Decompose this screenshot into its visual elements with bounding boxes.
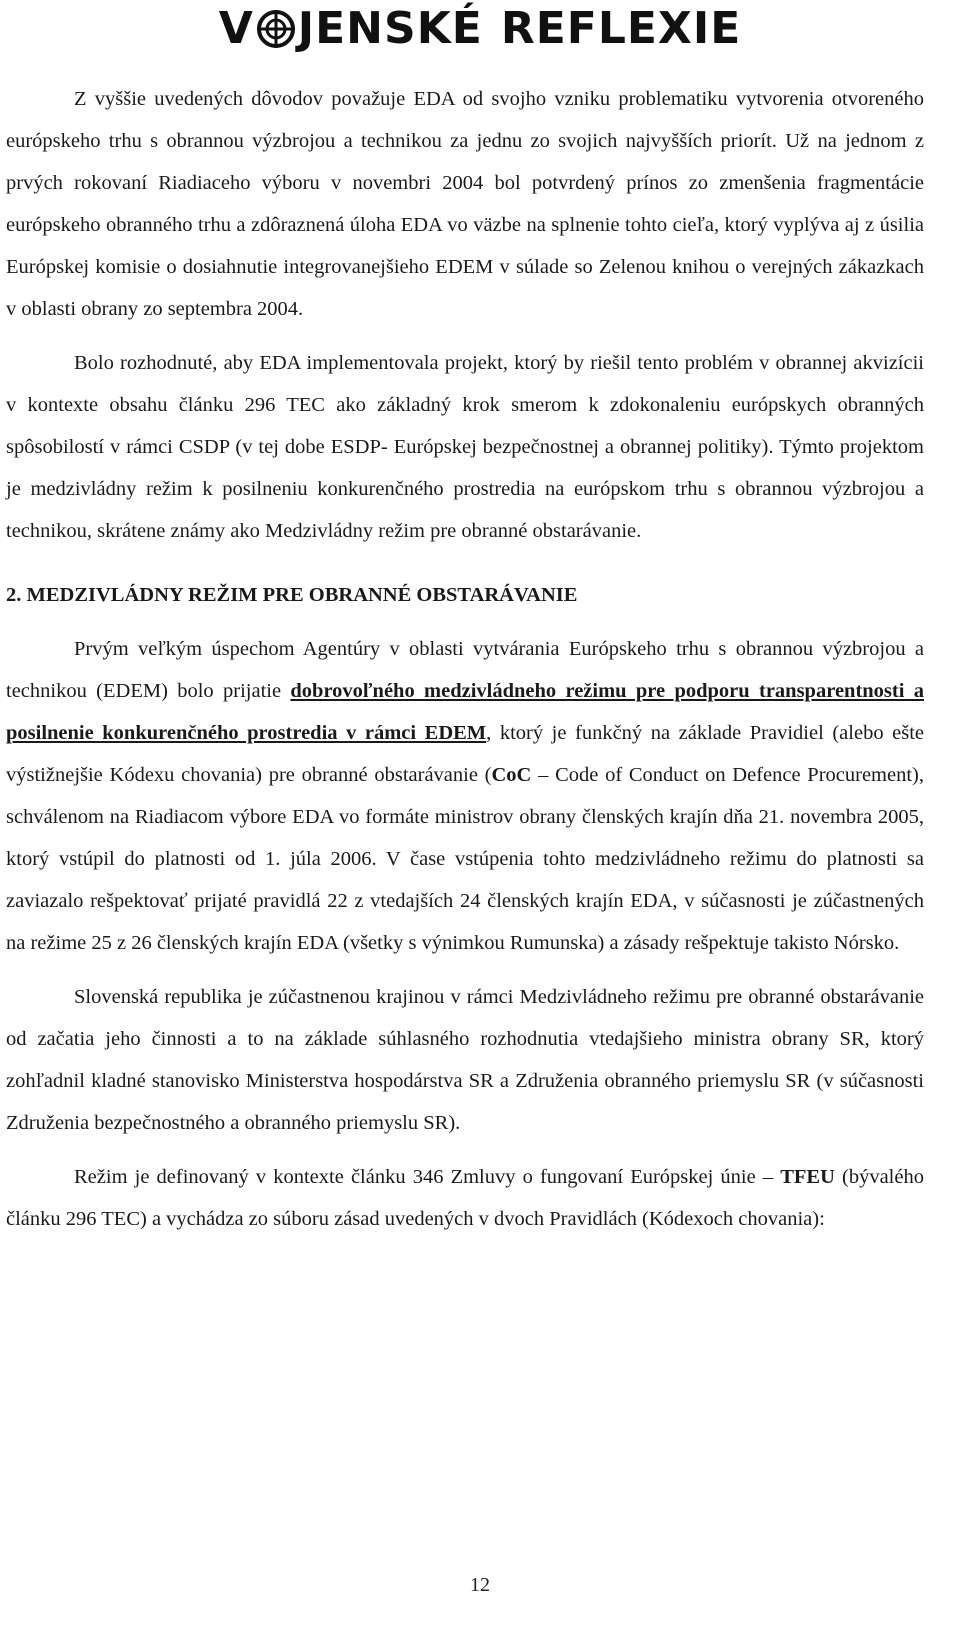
text-run: Prvým veľkým úspechom Agentúry v oblasti vytvárania Európskeho trhu s obrannou výzbrojou a technikou (EDEM) bolo prijatie [6,638,924,702]
paragraph-slovak-republic: Slovenská republika je zúčastnenou krajinou v rámci Medzivládneho režimu pre obranné obstarávanie od začatia jeho činnosti a to na základe súhlasného rozhodnutia vtedajšieho ministra obrany SR, ktorý zohľadnil kladné stanovisko Ministerstva hospodárstva SR a Združenia obranného priemyslu SR (v súčasnosti Združenia bezpečnostného a obranného priemyslu SR). [6,986,924,1134]
coc-abbreviation: CoC [491,764,532,786]
journal-logo [219,4,742,54]
paragraph-first-success [6,628,924,964]
text-run: – Code of Conduct on Defence Procurement), schválenom na Riadiacom výbore EDA vo formáte ministrov obrany členských krajín dňa 21. novembra 2005, ktorý vstúpil do platnosti od 1. júla 2006. V čase vstúpenia tohto medzivládneho režimu do platnosti sa zaviazalo rešpektovať prijaté pravidlá 22 z vtedajších 24 členských krajín EDA, v súčasnosti je zúčastnených na režime 25 z 26 členských krajín EDA (všetky s výnimkou Rumunska) a zásady rešpektuje takisto Nórsko. [6,764,924,954]
paragraph-project-decision: Bolo rozhodnuté, aby EDA implementovala projekt, ktorý by riešil tento problém v obrannej akvizícii v kontexte obsahu článku 296 TEC ako základný krok smerom k zdokonaleniu európskych obranných spôsobilostí v rámci CSDP (v tej dobe ESDP- Európskej bezpečnostnej a obrannej politiky). Týmto projektom je medzivládny režim k posilneniu konkurenčného prostredia na európskom trhu s obrannou výzbrojou a technikou, skrátene známy ako Medzivládny režim pre obranné obstarávanie. [6,352,924,542]
logo-word-reflexie: REFLEXIE [500,3,742,54]
crosshair-icon [256,9,296,49]
text-run: (bývalého článku 296 TEC) a vychádza zo súboru zásad uvedených v dvoch Pravidlách (Kódexoch chovania): [6,1166,924,1230]
paragraph-eda-priority: Z vyššie uvedených dôvodov považuje EDA od svojho vzniku problematiku vytvorenia otvoreného európskeho trhu s obrannou výzbrojou a technikou za jednu zo svojich najvyšších priorít. Už na jednom z prvých rokovaní Riadiaceho výboru v novembri 2004 bol potvrdený prínos zo zmenšenia fragmentácie európskeho obranného trhu a zdôraznená úloha EDA vo väzbe na splnenie tohto cieľa, ktorý vyplýva aj z úsilia Európskej komisie o dosiahnutie integrovanejšieho EDEM v súlade so Zelenou knihou o verejných zákazkach v oblasti obrany zo septembra 2004. [6,88,924,320]
page-number: 12 [470,1574,490,1596]
text-run: Režim je definovaný v kontexte článku 346 Zmluvy o fungovaní Európskej únie – [74,1166,781,1188]
journal-masthead [0,4,960,54]
tfeu-abbreviation: TFEU [780,1166,835,1188]
text-run: , ktorý je funkčný na základe Pravidiel (alebo ešte výstižnejšie Kódexu chovania) pre obranné obstarávanie ( [6,722,924,786]
underlined-regime-title: dobrovoľného medzivládneho režimu pre podporu transparentnosti a posilnenie konkurenčného prostredia v rámci EDEM [6,680,924,744]
section-heading: 2. MEDZIVLÁDNY REŽIM PRE OBRANNÉ OBSTARÁVANIE [6,584,578,606]
logo-word-jenske: JENSKÉ [297,3,483,54]
paragraph-regime-definition [6,1156,924,1240]
article-body [6,78,924,1240]
logo-letter-v: V [218,3,254,54]
